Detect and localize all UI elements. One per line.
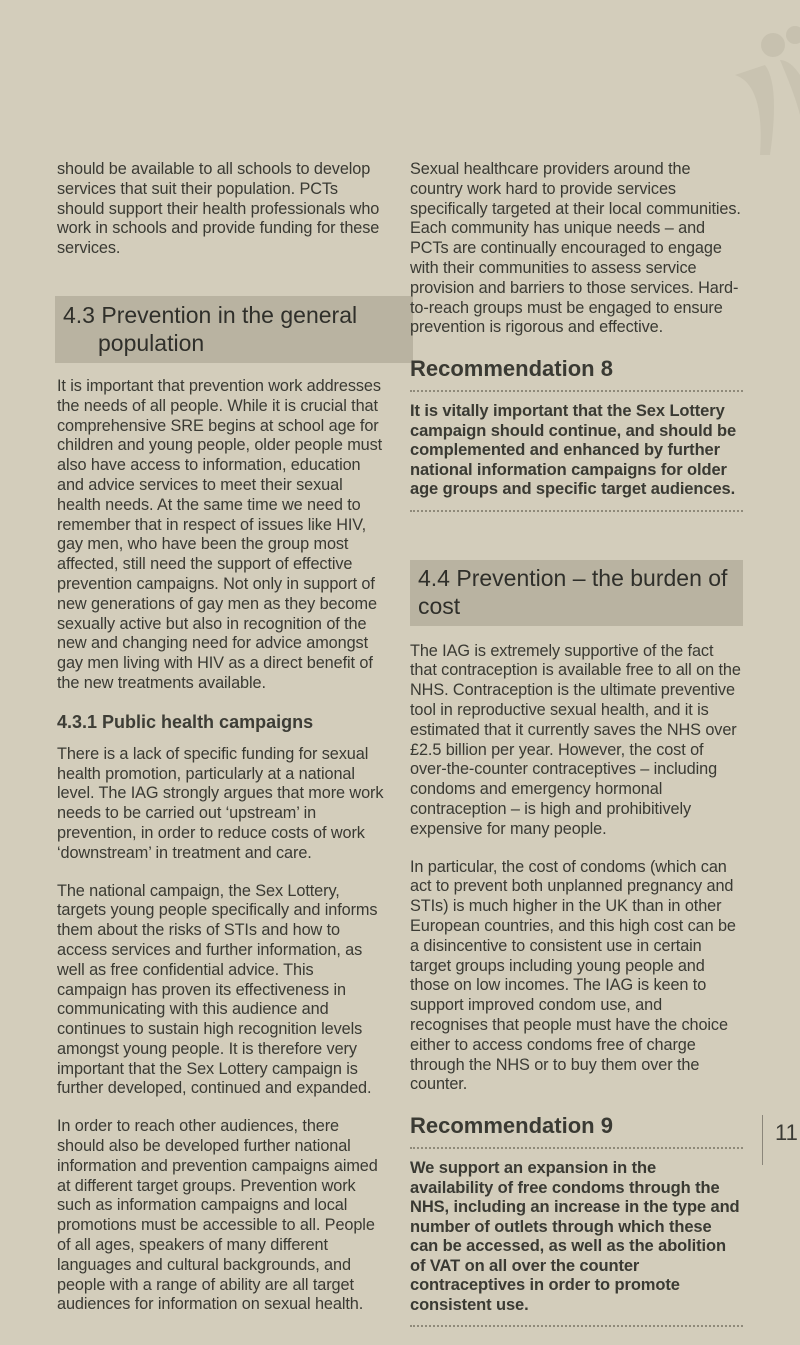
intro-paragraph: should be available to all schools to develop services that suit their population. PCTs should support their health professionals who work in schools and provide funding for these services. xyxy=(57,160,380,258)
intro-paragraph: Sexual healthcare providers around the country work hard to provide services specifically targeted at their local communities. Each community has unique needs – and PCTs are continually encouraged to engage with their communities to assess service provision and barriers to those services. Hard-to-reach groups must be engaged to ensure prevention is rigorous and effective. xyxy=(410,160,741,337)
recommendation-9-box xyxy=(410,1147,743,1327)
subsection-heading: 4.3.1 Public health campaigns xyxy=(57,711,314,732)
recommendation-9-title: Recommendation 9 xyxy=(410,1113,613,1139)
section-heading-4-3 xyxy=(55,296,413,363)
page-number: 11 xyxy=(762,1115,800,1165)
section-heading-4-4: 4.4 Prevention – the burden of cost xyxy=(410,560,743,626)
right-column xyxy=(410,160,743,1345)
section-heading-line2: population xyxy=(98,329,205,356)
section-heading-line1: 4.3 Prevention in the general xyxy=(63,301,358,328)
subsection-paragraph-2: The national campaign, the Sex Lottery, targets young people specifically and informs them about the risks of STIs and how to access services and further information, as well as free confidential advice. This campaign has proven its effectiveness in communicating with this audience and continues to sustain high recognition levels amongst young people. It is therefore very important that the Sex Lottery campaign is further developed, continued and expanded. xyxy=(57,881,378,1098)
subsection-paragraph-1: There is a lack of specific funding for sexual health promotion, particularly at a national level. The IAG strongly argues that more work needs to be carried out ‘upstream’ in prevention, in order to reduce costs of work ‘downstream’ in treatment and care. xyxy=(57,744,384,862)
people-logo-icon xyxy=(725,15,800,155)
section-paragraph-2: In particular, the cost of condoms (which can act to prevent both unplanned pregnancy and STIs) is much higher in the UK than in other European countries, and this high cost can be a disincentive to consistent use in certain target groups including young people and those on low incomes. The IAG is keen to support improved condom use, and recognises that people must have the choice either to access condoms free of charge through the NHS or to buy them over the counter. xyxy=(410,857,736,1094)
recommendation-8-text: It is vitally important that the Sex Lottery campaign should continue, and should be complemented and enhanced by further national information campaigns for older age groups and specific target audiences. xyxy=(410,402,737,499)
left-column xyxy=(57,160,387,1333)
recommendation-8-box xyxy=(410,390,743,512)
recommendation-9-text: We support an expansion in the availability of free condoms through the NHS, including an increase in the type and number of outlets through which these can be accessed, as well as the abolition of VAT on all over the counter contraceptives in order to promote consistent use. xyxy=(410,1159,740,1314)
section-paragraph: It is important that prevention work addresses the needs of all people. While it is crucial that comprehensive SRE begins at school age for children and young people, older people must also have access to information, education and advice services to meet their sexual health needs. At the same time we need to remember that in respect of issues like HIV, gay men, who have been the group most affected, still need the support of effective prevention campaigns. Not only in support of new generations of gay men as they become sexually active but also in recognition of the new and changing need for advice amongst gay men living with HIV as a direct benefit of the new treatments available. xyxy=(57,376,383,692)
recommendation-8-title: Recommendation 8 xyxy=(410,356,613,382)
subsection-paragraph-3: In order to reach other audiences, there should also be developed further national information and prevention campaigns aimed at different target groups. Prevention work such as information campaigns and local promotions must be accessible to all. People of all ages, speakers of many different languages and cultural backgrounds, and people with a range of ability are all target audiences for information on sexual health. xyxy=(57,1117,378,1314)
section-paragraph-1: The IAG is extremely supportive of the fact that contraception is available free to all on the NHS. Contraception is the ultimate preventive tool in reproductive sexual health, and it is estimated that it currently saves the NHS over £2.5 billion per year. However, the cost of over-the-counter contraceptives – including condoms and emergency hormonal contraception – is high and prohibitively expensive for many people. xyxy=(410,641,741,838)
